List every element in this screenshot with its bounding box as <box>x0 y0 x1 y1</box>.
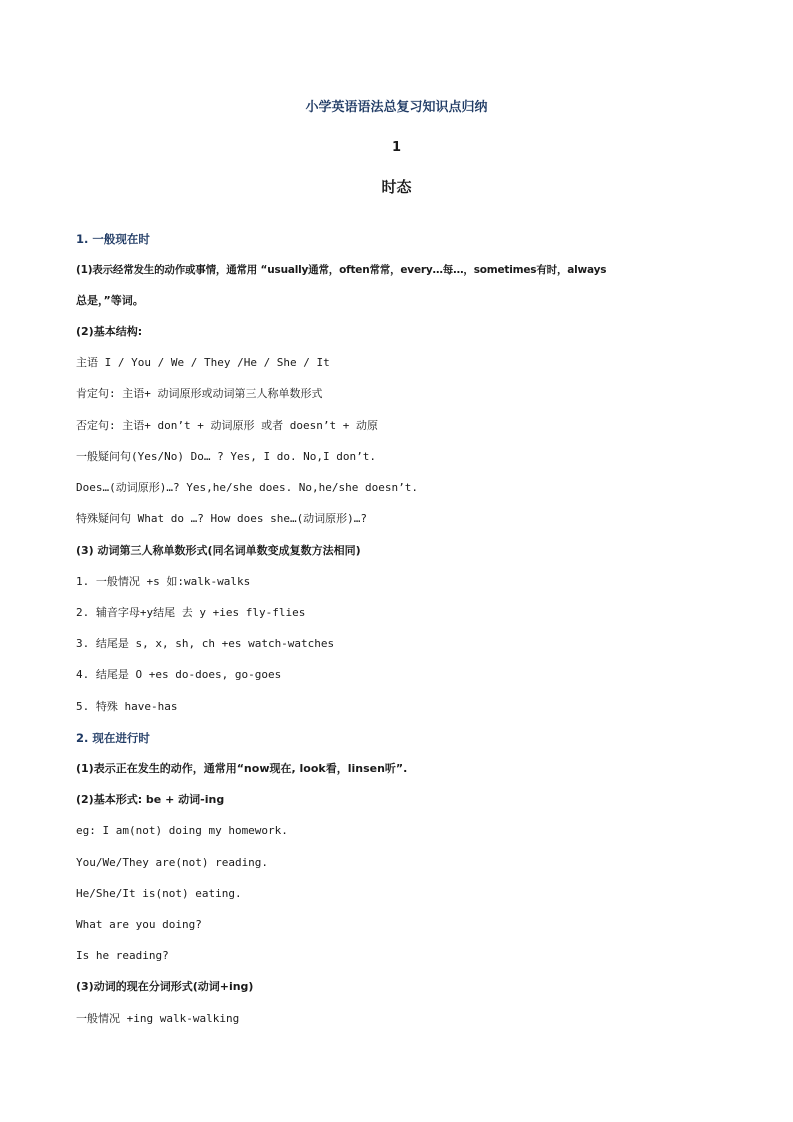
subheading-third-person: (3) 动词第三人称单数形式(同名词单数变成复数方法相同) <box>76 544 361 557</box>
section-heading-present-simple: 1. 一般现在时 <box>76 232 150 246</box>
text-line: eg: I am(not) doing my homework. <box>76 824 288 837</box>
text-line: Does…(动词原形)…? Yes,he/she does. No,he/she doesn’t. <box>76 481 419 494</box>
text-line: 特殊疑问句 What do …? How does she…(动词原形)…? <box>76 512 368 525</box>
text-line: Is he reading? <box>76 949 169 962</box>
list-item: 4. 结尾是 O +es do-does, go-goes <box>76 668 282 681</box>
text-line: What are you doing? <box>76 918 202 931</box>
text-line: 一般疑问句(Yes/No) Do… ? Yes, I do. No,I don’t. <box>76 450 377 463</box>
text-line: 一般情况 +ing walk-walking <box>76 1012 240 1025</box>
text-line: 肯定句: 主语+ 动词原形或动词第三人称单数形式 <box>76 387 323 400</box>
section-heading-present-continuous: 2. 现在进行时 <box>76 731 150 745</box>
text-line: 主语 I / You / We / They /He / She / It <box>76 356 330 369</box>
subheading-basic-form: (2)基本形式: be + 动词-ing <box>76 793 225 806</box>
chapter-heading: 时态 <box>381 178 412 196</box>
paragraph-usage-line: (1)表示正在发生的动作，通常用“now现在, look看，linsen听”. <box>76 762 408 775</box>
text-line: He/She/It is(not) eating. <box>76 887 242 900</box>
list-item: 3. 结尾是 s, x, sh, ch +es watch-watches <box>76 637 335 650</box>
text-line: 否定句: 主语+ don’t + 动词原形 或者 doesn’t + 动原 <box>76 419 378 432</box>
page-number: 1 <box>391 140 402 155</box>
text-line: You/We/They are(not) reading. <box>76 856 269 869</box>
list-item: 5. 特殊 have-has <box>76 700 178 713</box>
paragraph-usage-line-1: (1)表示经常发生的动作或事情，通常用 “usually通常，often常常，every…每…，sometimes有时，always <box>76 264 607 276</box>
paragraph-usage-line-2: 总是，”等词。 <box>76 294 144 307</box>
document-title: 小学英语语法总复习知识点归纳 <box>305 100 488 115</box>
list-item: 2. 辅音字母+y结尾 去 y +ies fly-flies <box>76 606 306 619</box>
subheading-present-participle: (3)动词的现在分词形式(动词+ing) <box>76 980 254 993</box>
list-item: 1. 一般情况 +s 如:walk-walks <box>76 575 251 588</box>
subheading-basic-structure: (2)基本结构: <box>76 325 143 338</box>
